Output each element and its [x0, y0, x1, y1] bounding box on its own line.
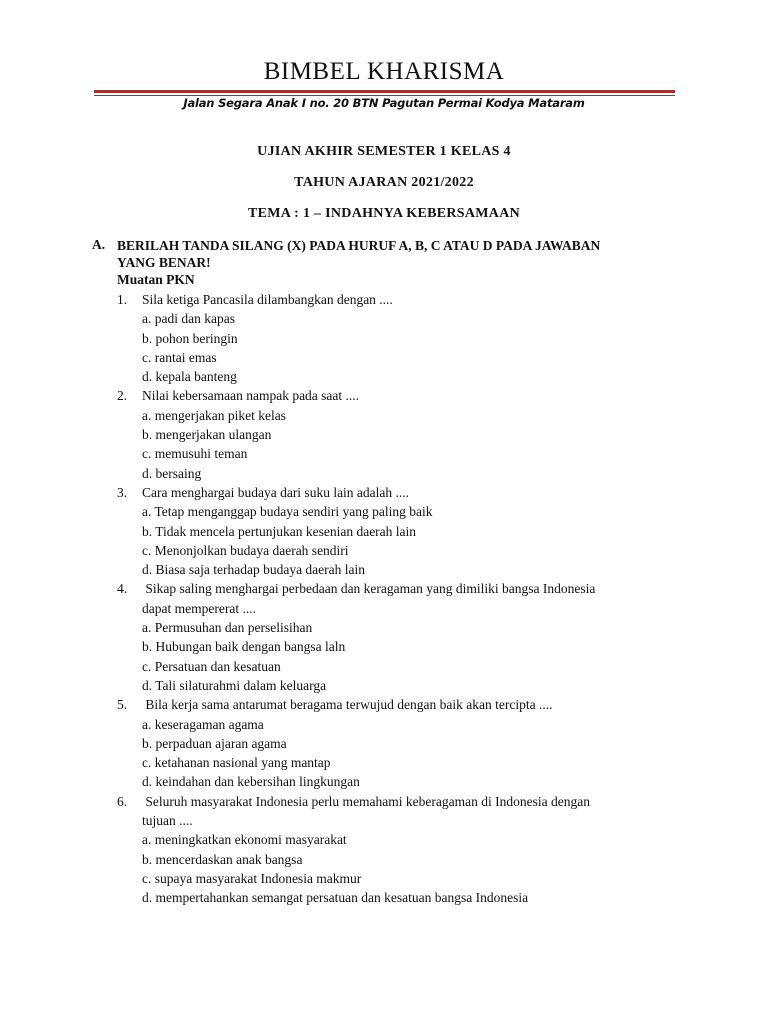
question-text: Bila kerja sama antarumat beragama terwujud dengan baik akan tercipta ....: [142, 697, 553, 713]
question-item: [117, 579, 677, 695]
question-item: [117, 695, 677, 791]
answer-option: d. Tali silaturahmi dalam keluarga: [142, 677, 327, 693]
answer-option: d. mempertahankan semangat persatuan dan kesatuan bangsa Indonesia: [142, 890, 529, 906]
answer-option: a. meningkatkan ekonomi masyarakat: [142, 832, 347, 848]
answer-option: b. Hubungan baik dengan bangsa laln: [142, 639, 346, 655]
question-item: [117, 792, 677, 908]
answer-option: d. bersaing: [142, 465, 202, 481]
answer-option: a. mengerjakan piket kelas: [142, 407, 286, 423]
question-text: tujuan ....: [142, 813, 193, 829]
question-text: Cara menghargai budaya dari suku lain adalah ....: [142, 484, 410, 500]
answer-option: c. rantai emas: [142, 349, 217, 365]
answer-option: d. Biasa saja terhadap budaya daerah lain: [142, 562, 366, 578]
question-text-line: [117, 811, 677, 830]
question-text-line: [117, 599, 677, 618]
answer-option: a. Permusuhan dan perselisihan: [142, 620, 313, 636]
answer-option: a. padi dan kapas: [142, 311, 235, 327]
answer-option: b. perpaduan ajaran agama: [142, 735, 287, 751]
question-number: 4.: [117, 581, 128, 597]
exam-theme: TEMA : 1 – INDAHNYA KEBERSAMAAN: [247, 206, 521, 221]
answer-option: b. Tidak mencela pertunjukan kesenian daerah lain: [142, 523, 417, 539]
question-text-line: [117, 386, 677, 405]
subject-heading: Muatan PKN: [117, 272, 195, 287]
org-name: BIMBEL KHARISMA: [263, 58, 505, 85]
question-text-line: [117, 792, 677, 811]
question-number: 5.: [117, 697, 128, 713]
question-text-line: [117, 695, 677, 714]
answer-option: b. mengerjakan ulangan: [142, 427, 272, 443]
question-text-line: [117, 290, 677, 309]
question-text: Sikap saling menghargai perbedaan dan keragaman yang dimiliki bangsa Indonesia: [142, 581, 596, 597]
question-text: Sila ketiga Pancasila dilambangkan dengan ....: [142, 292, 393, 307]
answer-option: d. keindahan dan kebersihan lingkungan: [142, 774, 360, 790]
question-text: Nilai kebersamaan nampak pada saat ....: [142, 388, 360, 404]
answer-option: c. ketahanan nasional yang mantap: [142, 755, 331, 771]
answer-option: c. Menonjolkan budaya daerah sendiri: [142, 542, 349, 558]
answer-option: b. pohon beringin: [142, 330, 238, 346]
question-item: [117, 386, 677, 482]
exam-year: TAHUN AJARAN 2021/2022: [294, 175, 474, 190]
answer-option: c. Persatuan dan kesatuan: [142, 658, 281, 674]
section-letter: A.: [92, 237, 106, 252]
instruction-line: YANG BENAR!: [117, 255, 211, 270]
instruction-line: BERILAH TANDA SILANG (X) PADA HURUF A, B, C ATAU D PADA JAWABAN: [117, 238, 601, 253]
header-divider-thick: [94, 90, 675, 93]
question-item: [117, 483, 677, 579]
answer-option: a. Tetap menganggap budaya sendiri yang paling baik: [142, 504, 433, 520]
answer-option: b. mencerdaskan anak bangsa: [142, 851, 303, 867]
question-number: 3.: [117, 484, 128, 500]
answer-option: c. supaya masyarakat Indonesia makmur: [142, 870, 362, 886]
question-number: 1.: [117, 292, 128, 307]
question-text-line: [117, 579, 677, 598]
answer-option: d. kepala banteng: [142, 369, 237, 385]
question-text-line: [117, 483, 677, 502]
question-text: dapat mempererat ....: [142, 600, 256, 616]
org-address: Jalan Segara Anak I no. 20 BTN Pagutan Permai Kodya Mataram: [183, 96, 585, 110]
answer-option: c. memusuhi teman: [142, 446, 248, 462]
question-item: [117, 290, 677, 386]
question-list: [117, 290, 677, 908]
question-text: Seluruh masyarakat Indonesia perlu memahami keberagaman di Indonesia dengan: [142, 793, 590, 809]
question-number: 6.: [117, 793, 128, 809]
section-instruction: [117, 237, 677, 271]
exam-title: UJIAN AKHIR SEMESTER 1 KELAS 4: [257, 144, 511, 159]
answer-option: a. keseragaman agama: [142, 716, 264, 732]
question-number: 2.: [117, 388, 128, 404]
